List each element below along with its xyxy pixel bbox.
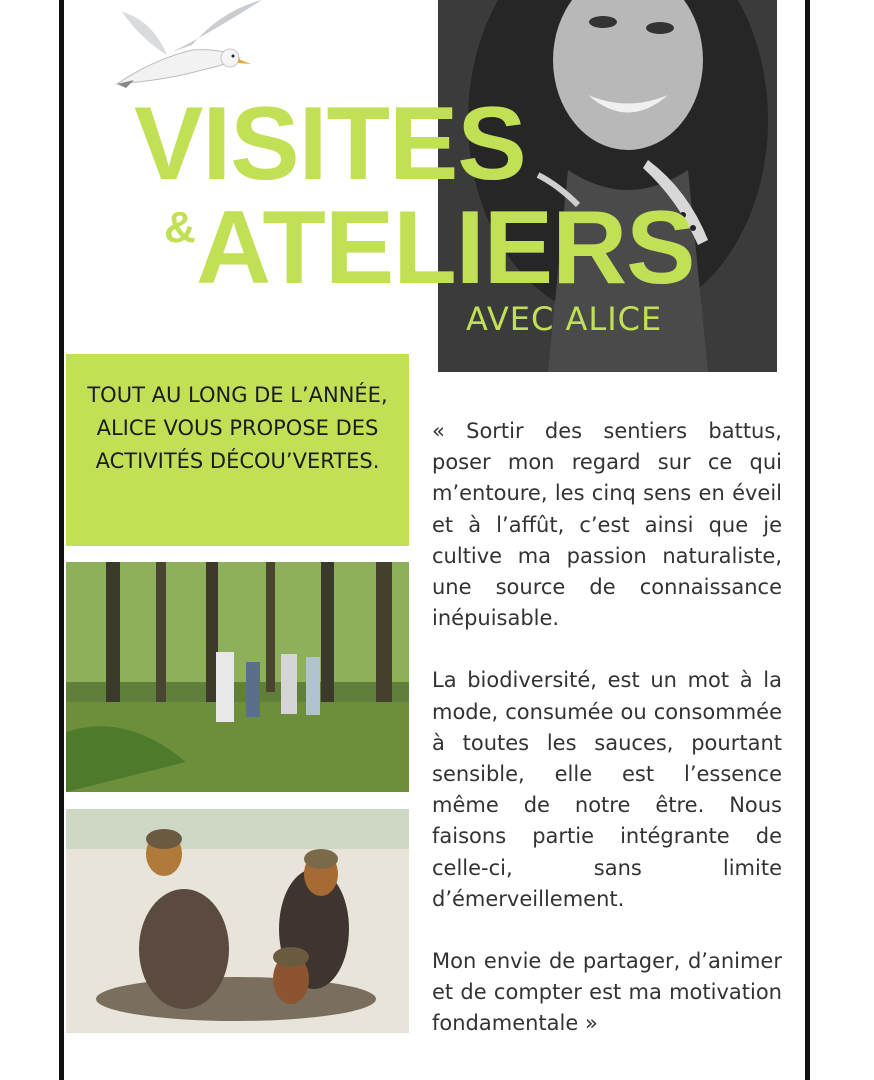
quote-paragraph: « Sortir des sentiers battus, poser mon regard sur ce qui m’entoure, les cinq sens en éveil et à l’affût, c’est ainsi que je cultive ma passion naturaliste, une source de connaissance inépuisable. [432,419,782,631]
title-ateliers: ATELIERS [196,190,695,306]
left-border [59,0,64,1080]
title-ampersand: & [164,203,196,252]
seagull-illustration [112,0,272,95]
intro-box [66,354,409,546]
title-visites: VISITES [134,86,526,202]
pinecone-craft-photo [66,809,409,1033]
quote-paragraph: La biodiversité, est un mot à la mode, consumée ou consommée à toutes les sauces, pourtant sensible, elle est l’essence même de notre être. Nous faisons partie intégrante de celle-ci, sans limite d’émerveillement. [432,668,782,911]
quote-paragraph: Mon envie de partager, d’animer et de compter est ma motivation fondamentale » [432,949,782,1036]
alice-quote [432,416,782,1071]
right-border [805,0,810,1080]
intro-text: TOUT AU LONG DE L’ANNÉE, ALICE VOUS PROPOSE DES ACTIVITÉS DÉCOU’VERTES. [87,383,388,473]
forest-walk-photo [66,562,409,792]
subtitle-avec-alice: AVEC ALICE [466,300,663,338]
